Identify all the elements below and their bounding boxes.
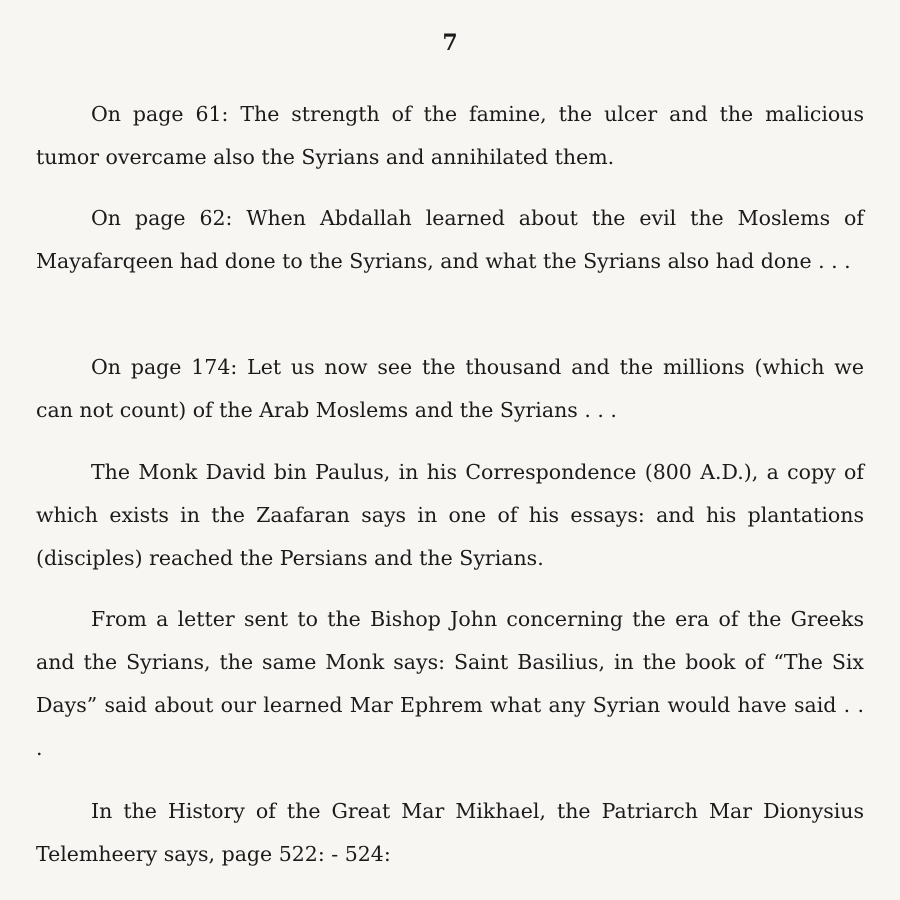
page-number: 7: [442, 30, 458, 56]
paragraph-page-61: On page 61: The strength of the famine, the ulcer and the malicious tumor overcame also the Syrians and annihilated them.: [36, 102, 864, 169]
paragraph-letter-bishop-john: From a letter sent to the Bishop John concerning the era of the Greeks and the Syrians, the same Monk says: Saint Basilius, in the book of “The Six Days” said about our learned Mar Ephrem what any Syrian would have said . . .: [36, 607, 864, 760]
paragraph-history-mar-mikhael: In the History of the Great Mar Mikhael, the Patriarch Mar Dionysius Telemheery says, page 522: - 524:: [36, 799, 864, 866]
paragraph-page-62: On page 62: When Abdallah learned about the evil the Moslems of Mayafarqeen had done to the Syrians, and what the Syrians also had done . . .: [36, 206, 864, 273]
paragraph-page-174: On page 174: Let us now see the thousand and the millions (which we can not count) of the Arab Moslems and the Syrians . . .: [36, 355, 864, 422]
paragraph-monk-david: The Monk David bin Paulus, in his Correspondence (800 A.D.), a copy of which exists in the Zaafaran says in one of his essays: and his plantations (disciples) reached the Persians and the Syrians.: [36, 460, 864, 570]
